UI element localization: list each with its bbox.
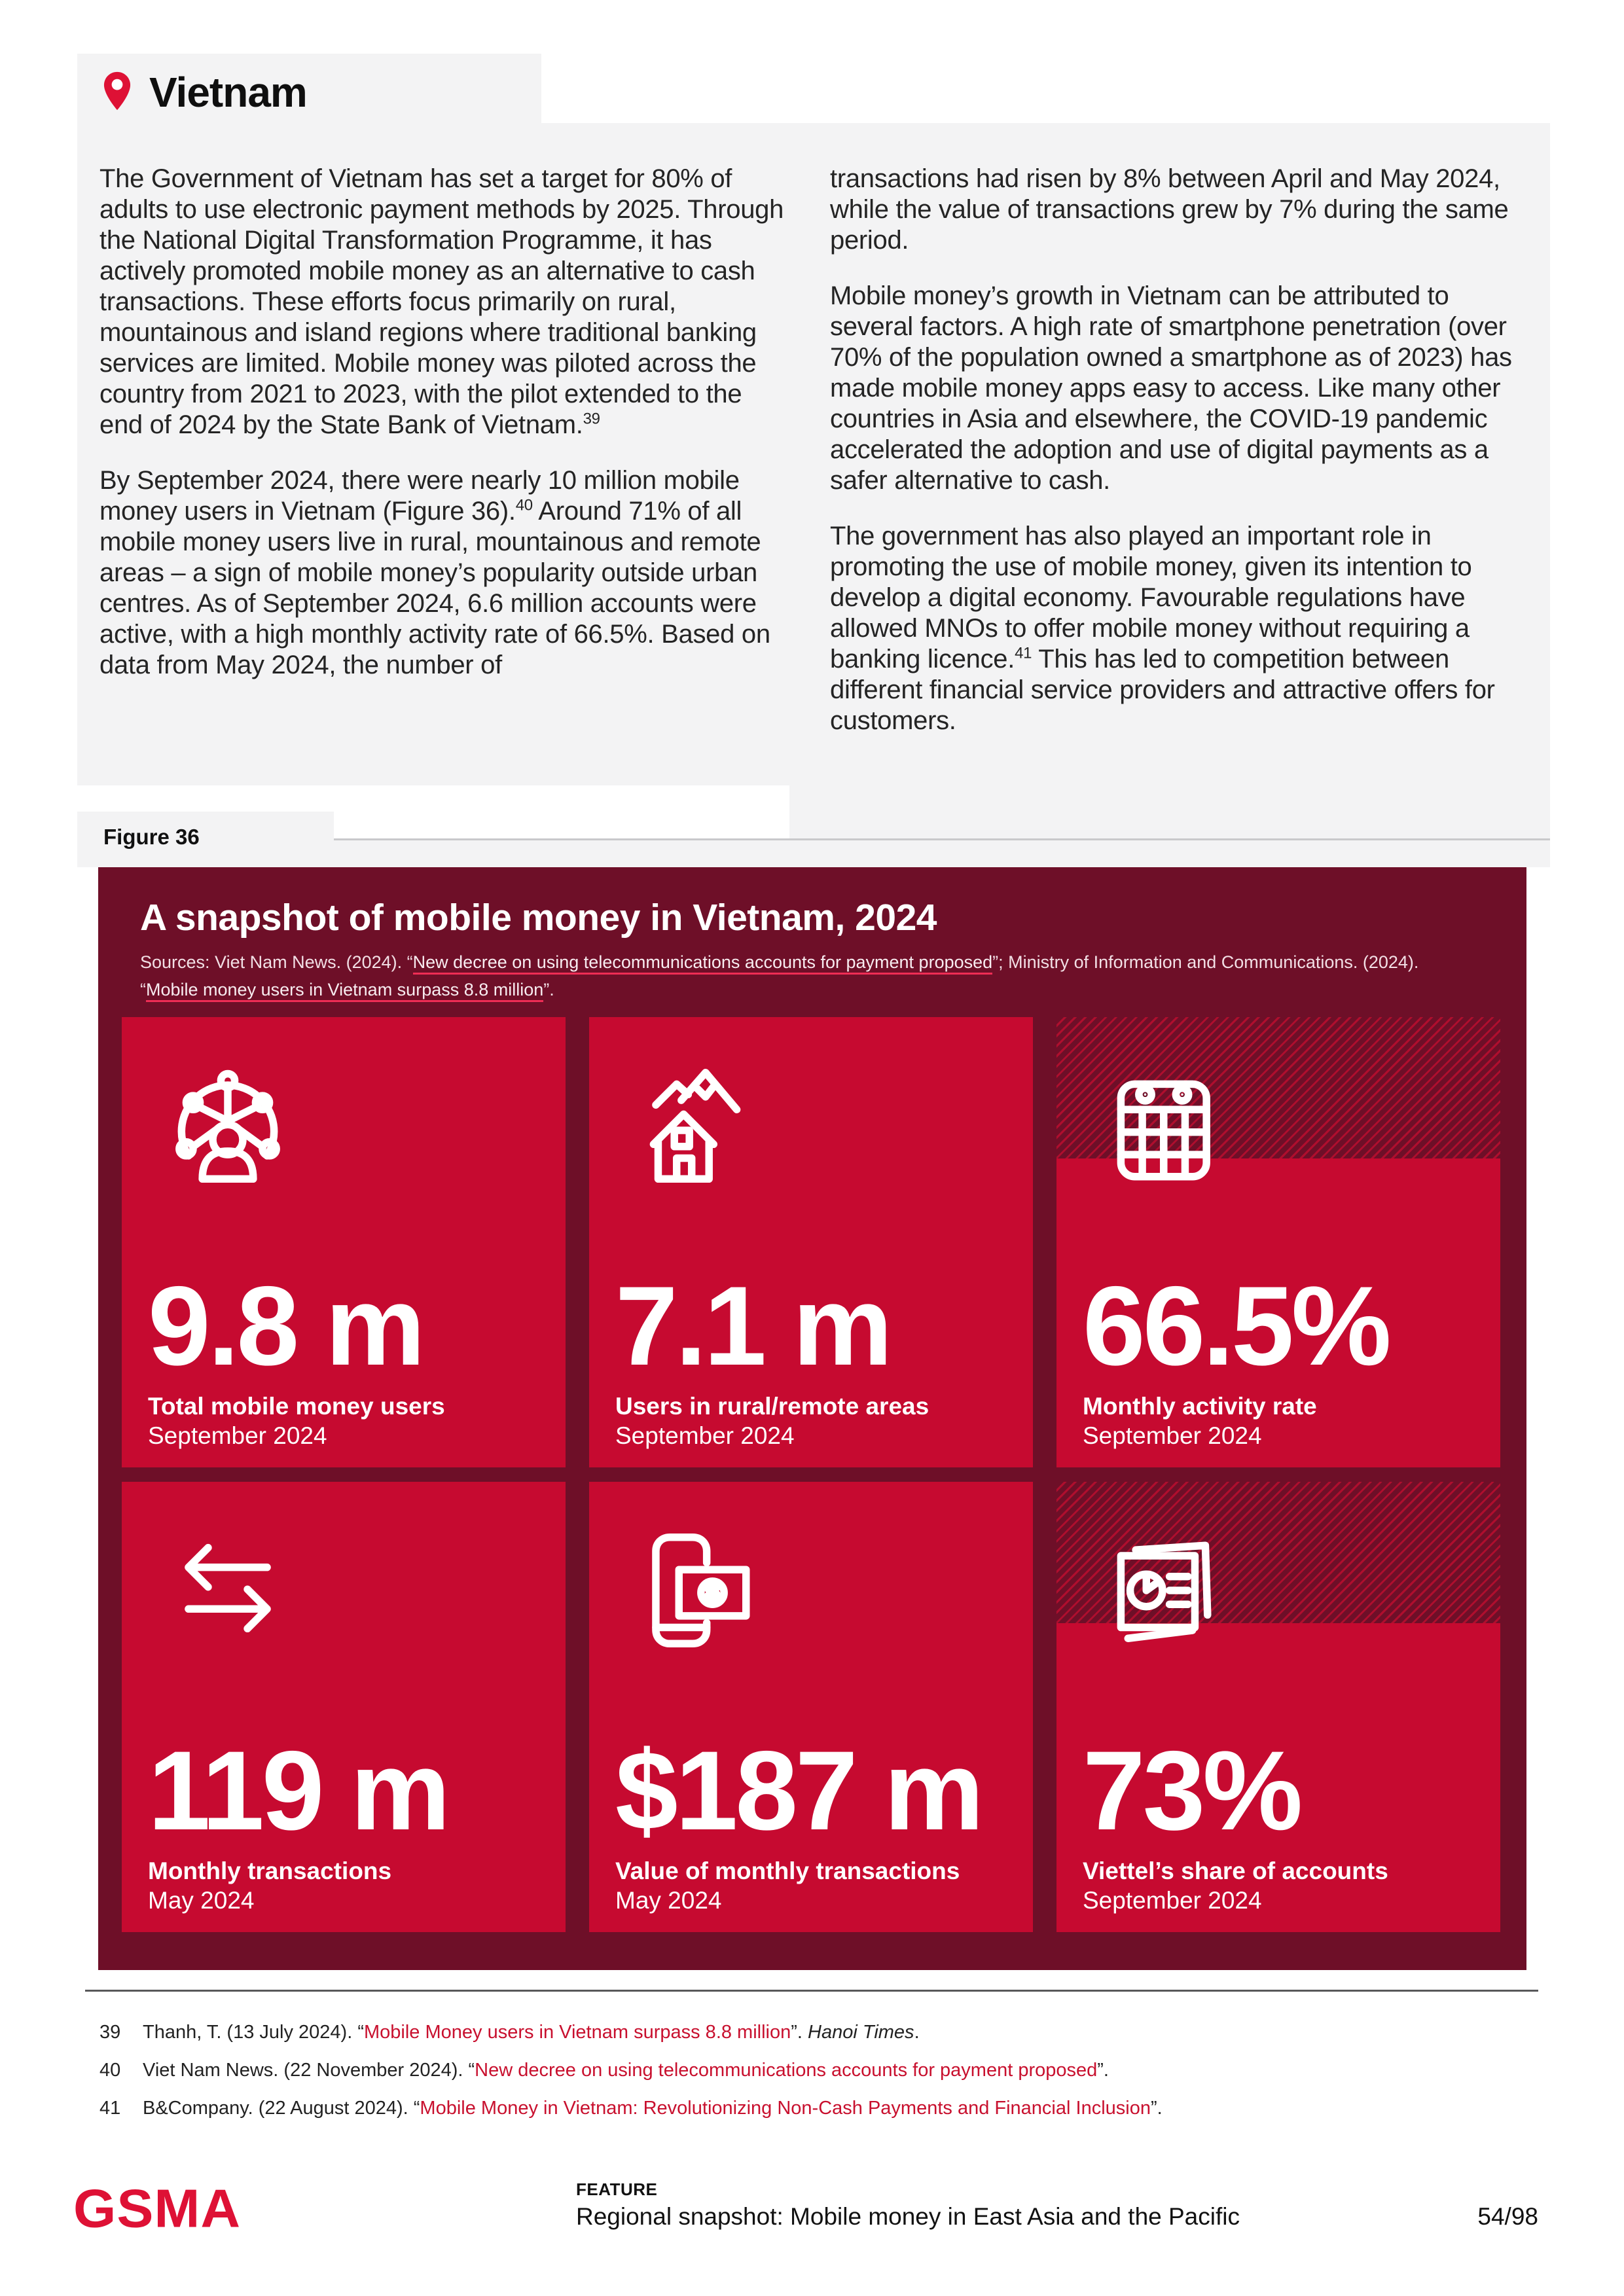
figure-title: A snapshot of mobile money in Vietnam, 2024 (140, 897, 937, 939)
page-number: 54/98 (1477, 2203, 1538, 2230)
stat-label: Total mobile money users (148, 1393, 445, 1420)
stat-label: Users in rural/remote areas (615, 1393, 929, 1420)
footnote-text: Thanh, T. (13 July 2024). “Mobile Money users in Vietnam surpass 8.8 million”. Hanoi Times. (143, 2022, 920, 2043)
stat-period: September 2024 (615, 1422, 795, 1449)
stat-tile-viettel-share (1056, 1482, 1500, 1932)
stat-value: 66.5% (1083, 1263, 1389, 1389)
rural-house-icon (626, 1056, 765, 1195)
left-column (99, 164, 785, 706)
paragraph: transactions had risen by 8% between April and May 2024, while the value of transactions grew by 7% during the same period. (830, 164, 1509, 255)
stat-tile-monthly-transactions (122, 1482, 566, 1932)
paragraph: By September 2024, there were nearly 10 million mobile money users in Vietnam (Figure 36).$^{40}$ Around 71% of all mobile money users live in rural, mountainous and remote areas – a sign of mobile money’s popularity outside urban centres. As of September 2024, 6.6 million accounts were active, with a high monthly activity rate of 66.5%. Based on data from May 2024, the number of (99, 466, 770, 679)
footnote-link[interactable]: New decree on using telecommunications accounts for payment proposed (475, 2060, 1098, 2081)
figure-sources: Sources: Viet Nam News. (2024). “New decree on using telecommunications accounts for payment proposed”; Ministry of Information and Communications. (2024). “Mobile money users in Vietnam surpass 8.8 million”. (140, 948, 1462, 1003)
stat-period: September 2024 (148, 1422, 327, 1449)
footer-title: Regional snapshot: Mobile money in East Asia and the Pacific (576, 2203, 1240, 2230)
stat-tile-rural-users (589, 1017, 1033, 1467)
stat-period: May 2024 (148, 1887, 255, 1914)
figure-label: Figure 36 (103, 825, 200, 849)
pie-report-icon (1093, 1521, 1232, 1660)
source-link-surpass[interactable]: Mobile money users in Vietnam surpass 8.8 million (146, 980, 543, 1002)
footnote-text: B&Company. (22 August 2024). “Mobile Money in Vietnam: Revolutionizing Non-Cash Payments and Financial Inclusion”. (143, 2098, 1163, 2119)
location-pin-icon (102, 71, 132, 115)
paragraph: The Government of Vietnam has set a target for 80% of adults to use electronic payment methods by 2025. Through the National Digital Transformation Programme, it has actively promoted mobile money as an alternative to cash transactions. These efforts focus primarily on rural, mountainous and island regions where traditional banking services are limited. Mobile money was piloted across the country from 2021 to 2023, with the pilot extended to the end of 2024 by the State Bank of Vietnam.$^{39}$ (99, 164, 784, 439)
footnote (99, 2057, 1540, 2083)
stat-period: September 2024 (1083, 1422, 1262, 1449)
stat-label: Monthly transactions (148, 1857, 392, 1884)
paragraph: The government has also played an important role in promoting the use of mobile money, given its intention to develop a digital economy. Favourable regulations have allowed MNOs to offer mobile money without requiring a banking licence.$^{41}$ This has led to competition between different financial service providers and attractive offers for customers. (830, 522, 1495, 735)
footnote-link[interactable]: Mobile Money in Vietnam: Revolutionizing Non-Cash Payments and Financial Inclusion (420, 2098, 1151, 2119)
stat-period: September 2024 (1083, 1887, 1262, 1914)
paragraph: Mobile money’s growth in Vietnam can be attributed to several factors. A high rate of smartphone penetration (over 70% of the population owned a smartphone as of 2023) has made mobile money apps easy to access. Like many other countries in Asia and elsewhere, the COVID-19 pandemic accelerated the adoption and use of digital payments as a safer alternative to cash. (830, 281, 1512, 495)
source-link-decree[interactable]: New decree on using telecommunications accounts for payment proposed (413, 952, 993, 975)
right-column (830, 164, 1516, 761)
stat-period: May 2024 (615, 1887, 722, 1914)
page-title: Vietnam (149, 69, 307, 116)
figure-card (98, 867, 1526, 1970)
gsma-logo: GSMA (73, 2178, 241, 2239)
calendar-icon (1093, 1056, 1232, 1195)
stat-value: 119 m (148, 1728, 448, 1854)
stat-label: Viettel’s share of accounts (1083, 1857, 1388, 1884)
stat-tile-total-users (122, 1017, 566, 1467)
stat-label: Value of monthly transactions (615, 1857, 960, 1884)
footnote-number: 41 (99, 2098, 121, 2119)
footnote-text: Viet Nam News. (22 November 2024). “New decree on using telecommunications accounts for payment proposed”. (143, 2060, 1109, 2081)
stat-tile-transaction-value (589, 1482, 1033, 1932)
footnote-number: 40 (99, 2060, 121, 2081)
footnote-ref: 39 (583, 410, 600, 428)
stat-value: 9.8 m (148, 1263, 423, 1389)
footnote (99, 2095, 1540, 2121)
phone-money-icon (626, 1521, 765, 1660)
footnote-rule (85, 1990, 1538, 1992)
footnote-link[interactable]: Mobile Money users in Vietnam surpass 8.8 million (363, 2022, 791, 2043)
stat-tile-activity-rate (1056, 1017, 1500, 1467)
footnote (99, 2019, 1540, 2045)
figure-divider-line (334, 838, 1550, 840)
transfer-arrows-icon (158, 1521, 297, 1660)
footer-kicker: FEATURE (576, 2179, 658, 2199)
stat-value: $187 m (615, 1728, 982, 1854)
figure-band (334, 840, 1550, 867)
footnote-number: 39 (99, 2022, 121, 2043)
footnote-ref: 40 (515, 496, 533, 514)
stat-value: 73% (1083, 1728, 1301, 1854)
page-header (102, 68, 307, 117)
footnotes (99, 2019, 1540, 2133)
stat-value: 7.1 m (615, 1263, 890, 1389)
footnote-ref: 41 (1015, 644, 1032, 662)
stat-label: Monthly activity rate (1083, 1393, 1317, 1420)
network-users-icon (158, 1056, 297, 1195)
